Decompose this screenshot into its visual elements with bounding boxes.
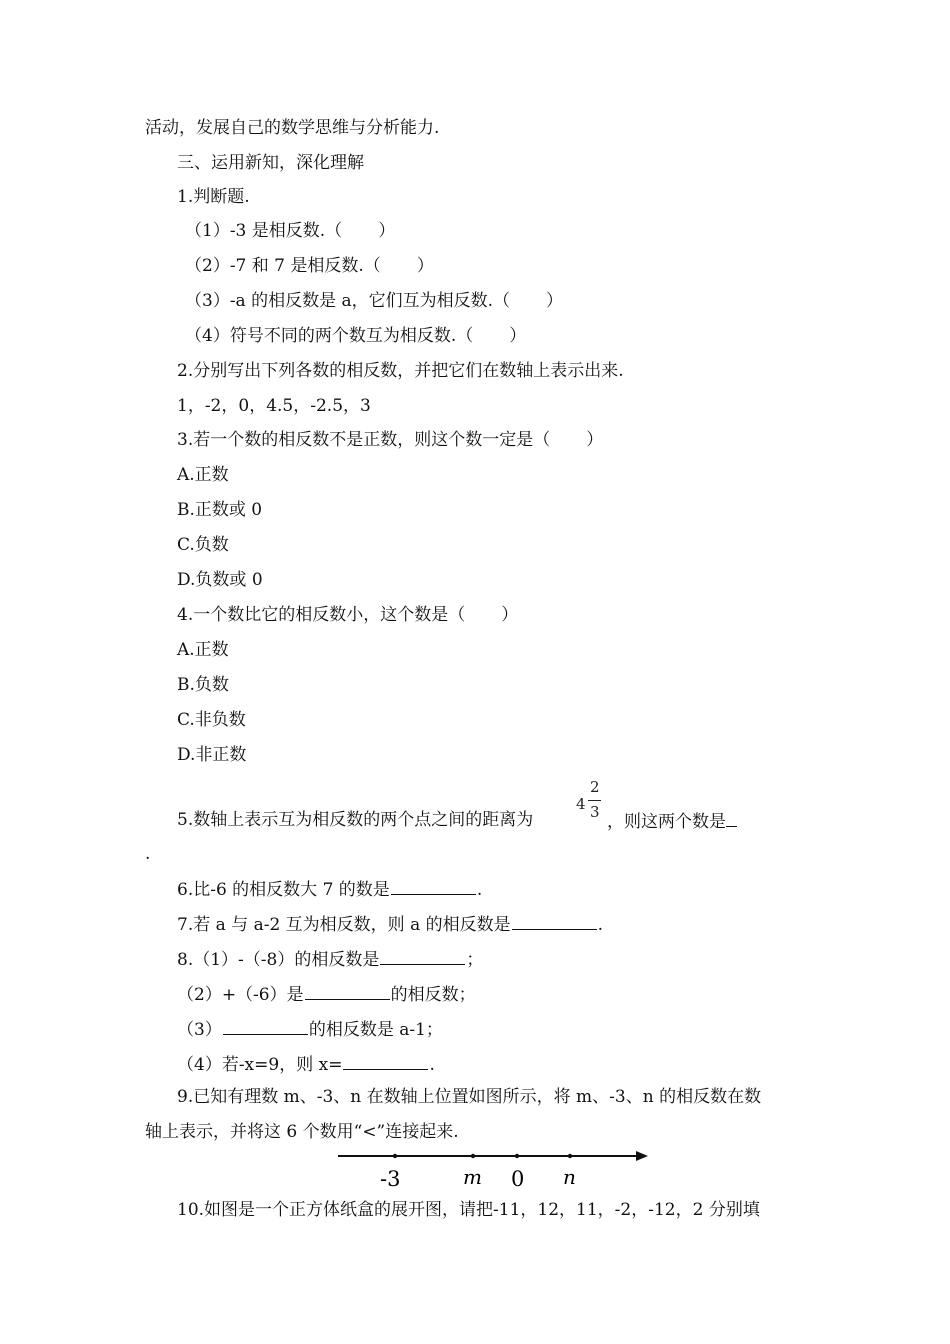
- q2-title: 2.分别写出下列各数的相反数，并把它们在数轴上表示出来.: [177, 361, 624, 381]
- q5-tail: ，则这两个数是: [607, 808, 737, 834]
- q8-part-1: 8.（1）-（-8）的相反数是 ；: [177, 946, 483, 972]
- point-m: [471, 1154, 475, 1158]
- answer-blank[interactable]: [343, 1051, 428, 1070]
- point-0: [515, 1154, 519, 1158]
- q3-option-a: A.正数: [177, 465, 229, 485]
- q6-text: 6.比-6 的相反数大 7 的数是 .: [177, 876, 482, 902]
- number-line-figure: [330, 1146, 660, 1194]
- fraction-whole: 4: [576, 795, 586, 813]
- arrow-head-icon: [636, 1151, 648, 1161]
- q2-numbers: 1，-2，0，4.5，-2.5，3: [177, 396, 371, 416]
- q5-stem: 5.数轴上表示互为相反数的两个点之间的距离为: [177, 810, 534, 830]
- answer-blank[interactable]: [726, 808, 737, 827]
- answer-blank[interactable]: [305, 981, 390, 1000]
- q7-text: 7.若 a 与 a-2 互为相反数，则 a 的相反数是 .: [177, 911, 603, 937]
- q4-option-b: B.负数: [177, 675, 229, 695]
- q1-item-1: （1）-3 是相反数.（ ）: [185, 221, 396, 241]
- q8-part-2: （2）+（-6）是 的相反数；: [177, 981, 476, 1007]
- fraction-denominator: 3: [590, 803, 600, 821]
- label-minus-3: -3: [380, 1167, 401, 1191]
- q3-option-c: C.负数: [177, 535, 229, 555]
- q4-option-a: A.正数: [177, 640, 229, 660]
- q3-option-d: D.负数或 0: [177, 570, 263, 590]
- q3-option-b: B.正数或 0: [177, 500, 263, 520]
- label-n: n: [563, 1165, 576, 1189]
- q1-title: 1.判断题.: [177, 187, 250, 207]
- point-minus-3: [393, 1154, 397, 1158]
- q9-line-2: 轴上表示，并将这 6 个数用“<”连接起来.: [145, 1122, 459, 1142]
- answer-blank[interactable]: [380, 946, 465, 965]
- q9-line-1: 9.已知有理数 m、-3、n 在数轴上位置如图所示，将 m、-3、n 的相反数在数: [177, 1087, 762, 1107]
- q5-end: .: [145, 844, 151, 864]
- intro-tail-text: 活动，发展自己的数学思维与分析能力.: [145, 118, 440, 138]
- q4-stem: 4.一个数比它的相反数小，这个数是（ ）: [177, 605, 519, 625]
- q1-item-4: （4）符号不同的两个数互为相反数.（ ）: [185, 326, 527, 346]
- answer-blank[interactable]: [512, 911, 597, 930]
- answer-blank[interactable]: [223, 1016, 308, 1035]
- q4-option-d: D.非正数: [177, 745, 247, 765]
- label-0: 0: [511, 1167, 525, 1191]
- point-n: [568, 1154, 572, 1158]
- q10-line-1: 10.如图是一个正方体纸盒的展开图，请把-11，12，11，-2，-12，2 分别填: [177, 1200, 760, 1220]
- q4-option-c: C.非负数: [177, 710, 246, 730]
- q1-item-2: （2）-7 和 7 是相反数.（ ）: [185, 256, 434, 276]
- fraction-bar: [588, 800, 601, 801]
- fraction-numerator: 2: [590, 778, 600, 796]
- q3-stem: 3.若一个数的相反数不是正数，则这个数一定是（ ）: [177, 430, 604, 450]
- q8-part-3: （3） 的相反数是 a-1；: [177, 1016, 443, 1042]
- q5-mixed-fraction: [576, 778, 606, 830]
- section-title: 三、运用新知，深化理解: [177, 153, 364, 173]
- q1-item-3: （3）-a 的相反数是 a，它们互为相反数.（ ）: [185, 291, 564, 311]
- answer-blank[interactable]: [391, 876, 476, 895]
- q8-part-4: （4）若-x=9，则 x= .: [177, 1051, 435, 1077]
- label-m: m: [463, 1165, 482, 1189]
